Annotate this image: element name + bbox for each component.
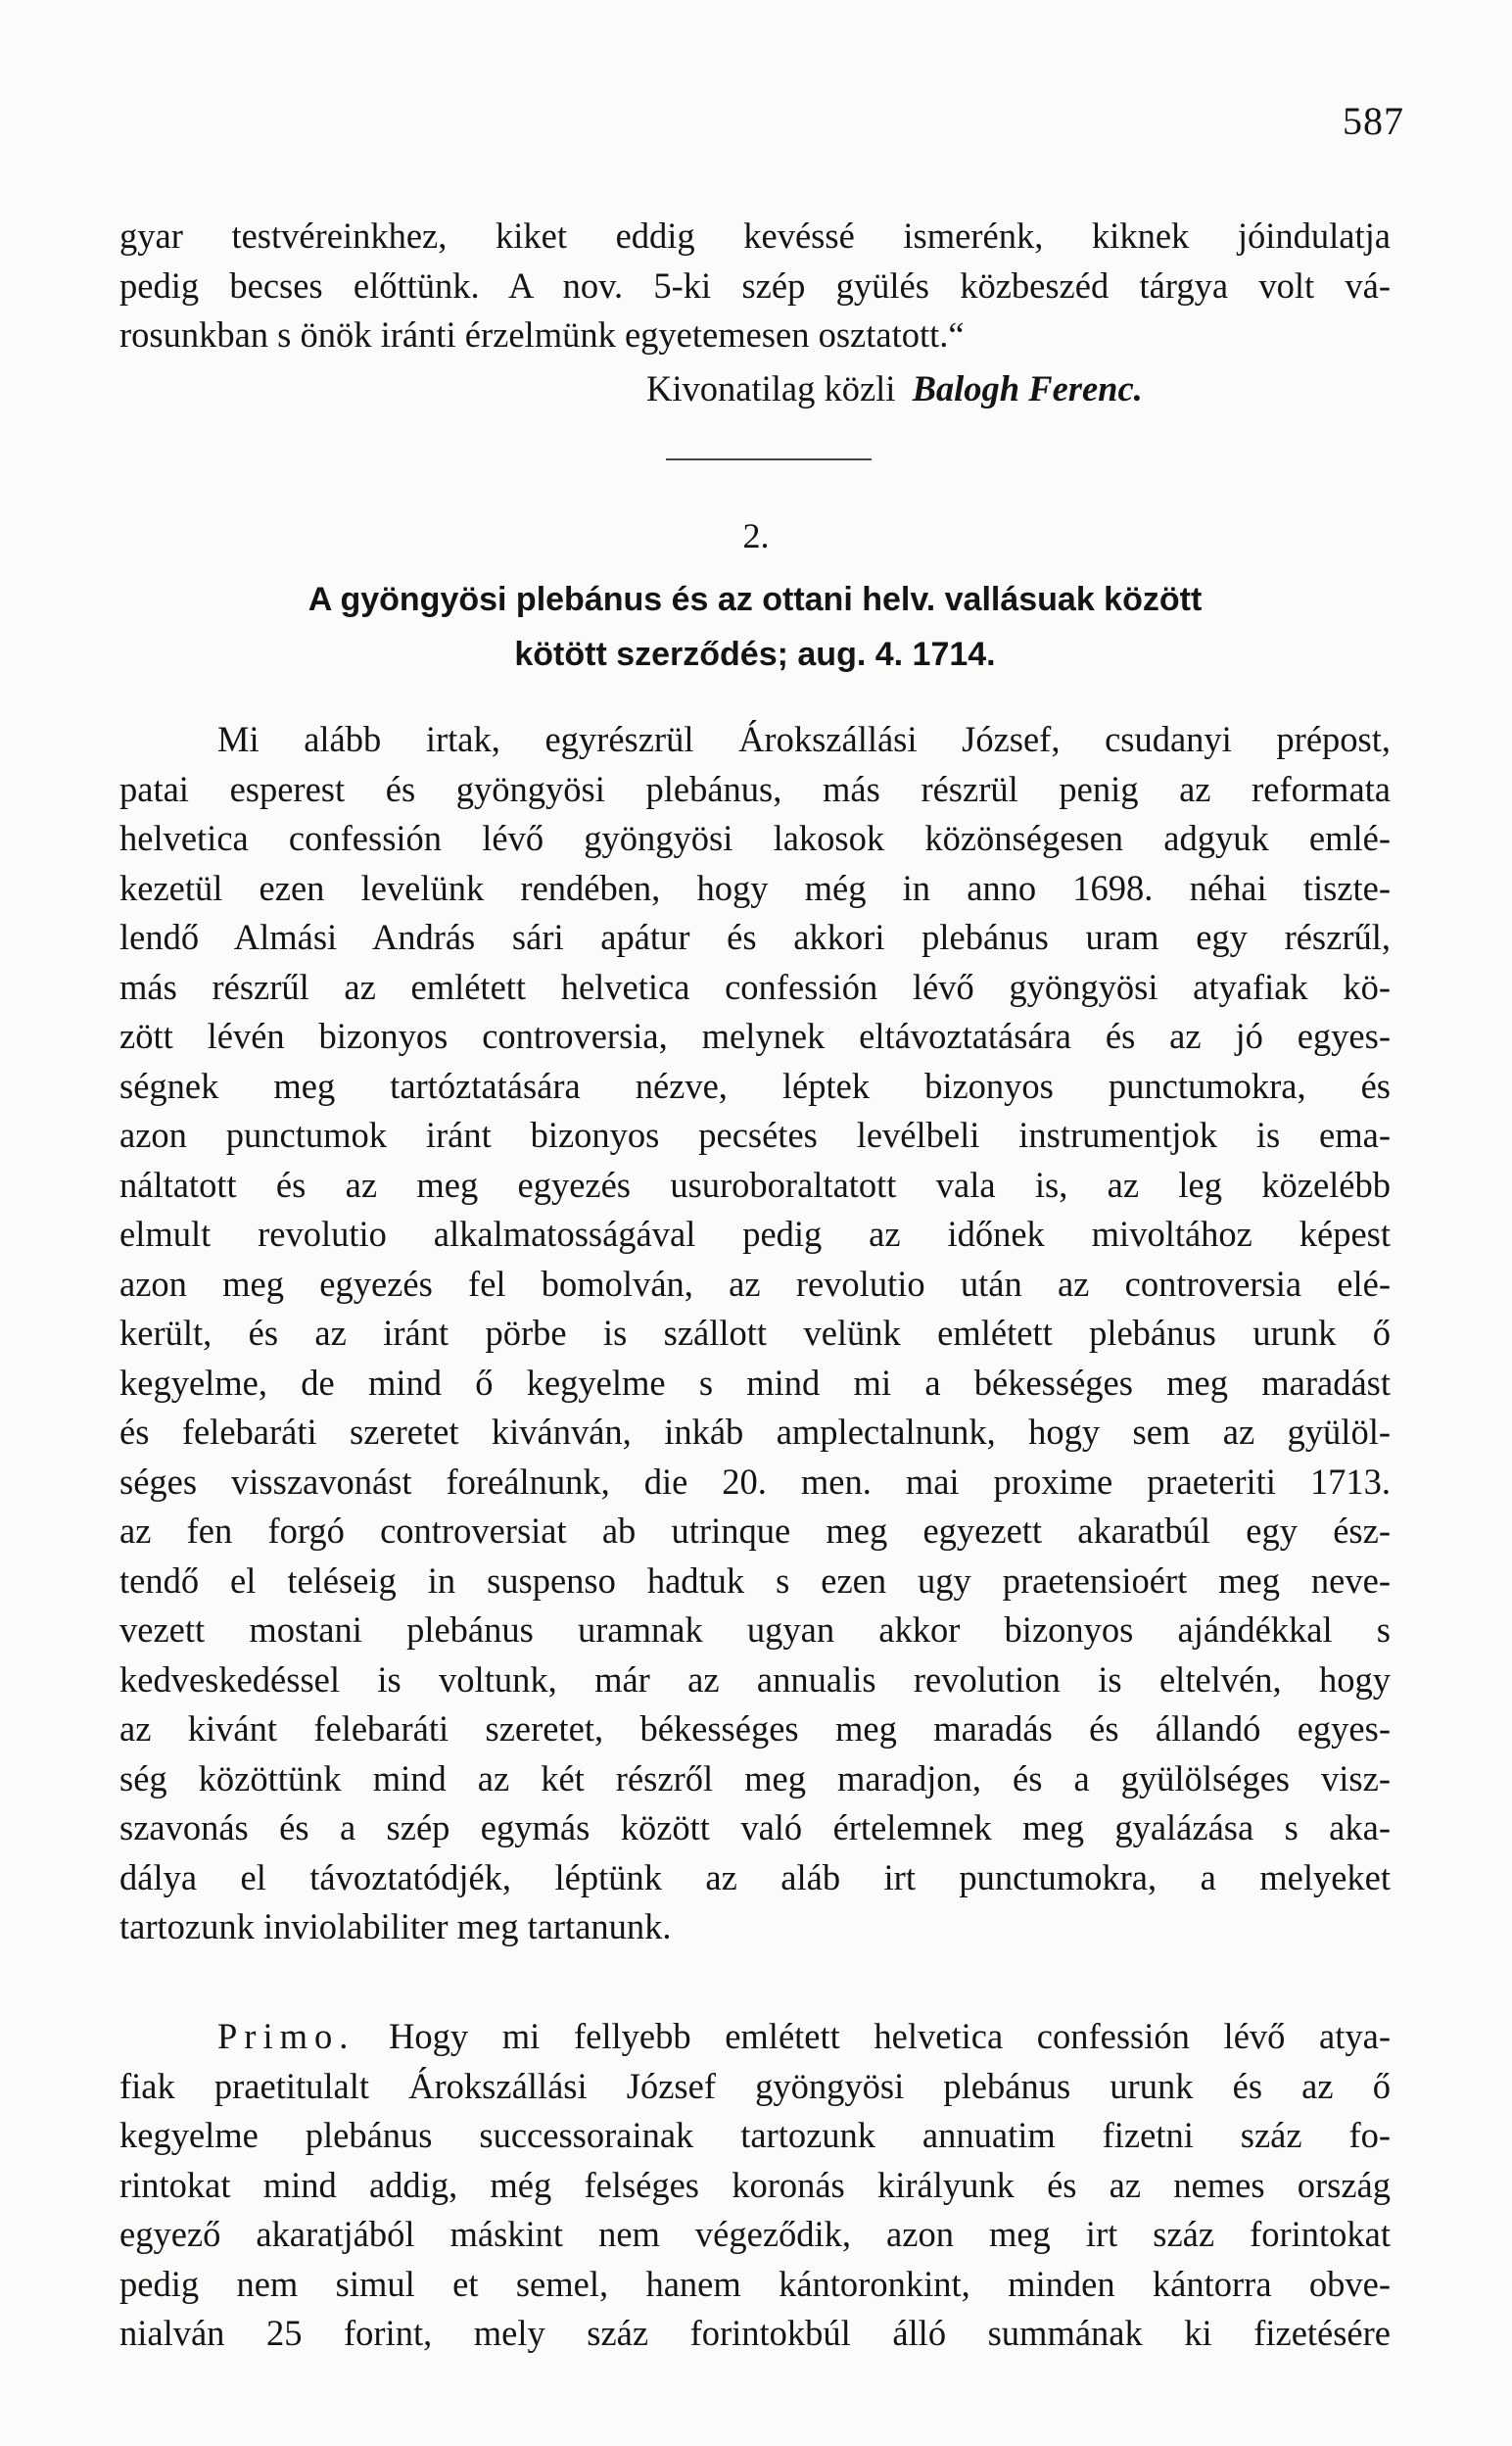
text-line: vezett mostani plebánus uramnak ugyan akkor bizonyos ajándékkal s bbox=[119, 1609, 1391, 1650]
text-line: és felebaráti szeretet kivánván, inkáb amplectalnunk, hogy sem az gyülöl- bbox=[119, 1412, 1391, 1452]
text-line: kedveskedéssel is voltunk, már az annualis revolution is eltelvén, hogy bbox=[119, 1658, 1391, 1700]
text-line: egyező akaratjából máskint nem végeződik, azon meg irt száz forintokat bbox=[119, 2214, 1391, 2254]
text-line: kegyelme plebánus successorainak tartozunk annuatim fizetni száz fo- bbox=[119, 2115, 1391, 2155]
text-line: zött lévén bizonyos controversia, melynek eltávoztatására és az jó egyes- bbox=[119, 1016, 1391, 1056]
text-line: ségnek meg tartóztatására nézve, léptek bizonyos punctumokra, és bbox=[119, 1065, 1391, 1106]
text-line: pedig becses előttünk. A nov. 5-ki szép gyülés közbeszéd tárgya volt vá- bbox=[119, 264, 1391, 306]
text-line: pedig nem simul et semel, hanem kántoronkint, minden kántorra obve- bbox=[119, 2263, 1391, 2304]
text-line: azon meg egyezés fel bomolván, az revolutio után az controversia elé- bbox=[119, 1263, 1391, 1304]
text-line: náltatott és az meg egyezés usuroboraltatott vala is, az leg közelébb bbox=[119, 1164, 1391, 1205]
body-paragraph bbox=[119, 715, 1391, 1952]
text-line: nialván 25 forint, mely száz forintokbúl álló summának ki fizetésére bbox=[119, 2313, 1391, 2353]
primo-paragraph bbox=[119, 2012, 1391, 2359]
signature bbox=[646, 367, 1143, 409]
section-number: 2. bbox=[742, 516, 770, 555]
text-line: patai esperest és gyöngyösi plebánus, más részrül penig az reformata bbox=[119, 768, 1391, 809]
text-line: az fen forgó controversiat ab utrinque meg egyezett akaratbúl egy ész- bbox=[119, 1511, 1391, 1551]
text-line: kezetül ezen levelünk rendében, hogy még in anno 1698. néhai tiszte- bbox=[119, 867, 1391, 908]
text-line: kegyelme, de mind ő kegyelme s mind mi a békességes meg maradást bbox=[119, 1362, 1391, 1403]
text-line bbox=[119, 2012, 1391, 2062]
text-line: rintokat mind addig, még felséges koronás királyunk és az nemes ország bbox=[119, 2164, 1391, 2205]
primo-first-line: Hogy mi fellyebb emlétett helvetica confessión lévő atya- bbox=[389, 2016, 1391, 2056]
text-line: az kivánt felebaráti szeretet, békességes meg maradás és állandó egyes- bbox=[119, 1708, 1391, 1749]
text-line: fiak praetitulalt Árokszállási József gyöngyösi plebánus urunk és az ő bbox=[119, 2065, 1391, 2106]
text-line: lendő Almási András sári apátur és akkori plebánus uram egy részrűl, bbox=[119, 917, 1391, 957]
section-heading-line-2: kötött szerződés; aug. 4. 1714. bbox=[514, 636, 996, 673]
text-line: séges visszavonást foreálnunk, die 20. men. mai proxime praeteriti 1713. bbox=[119, 1461, 1391, 1502]
section-heading-line-1: A gyöngyösi plebánus és az ottani helv. vallásuak között bbox=[307, 581, 1203, 618]
text-line: tartozunk inviolabiliter meg tartanunk. bbox=[119, 1906, 672, 1946]
text-line: gyar testvéreinkhez, kiket eddig kevéssé ismerénk, kiknek jóindulatja bbox=[119, 216, 1391, 256]
text-line: ség közöttünk mind az két részről meg maradjon, és a gyülölséges visz- bbox=[119, 1757, 1391, 1799]
signature-author: Balogh Ferenc. bbox=[912, 368, 1143, 408]
section-divider bbox=[666, 458, 872, 460]
text-line: dálya el távoztatódjék, léptünk az aláb irt punctumokra, a melyeket bbox=[119, 1856, 1391, 1897]
primo-word: Primo. bbox=[217, 2016, 355, 2056]
text-line: más részrűl az emlétett helvetica confessión lévő gyöngyösi atyafiak kö- bbox=[119, 966, 1391, 1007]
text-line: helvetica confessión lévő gyöngyösi lakosok közönségesen adgyuk emlé- bbox=[119, 818, 1391, 858]
text-line: Mi alább irtak, egyrészrül Árokszállási József, csudanyi prépost, bbox=[217, 719, 1391, 759]
text-line: azon punctumok iránt bizonyos pecsétes levélbeli instrumentjok is ema- bbox=[119, 1115, 1391, 1155]
text-line: szavonás és a szép egymás között való értelemnek meg gyalázása s aka- bbox=[119, 1807, 1391, 1847]
signature-prefix: Kivonatilag közli bbox=[646, 368, 896, 408]
intro-paragraph bbox=[119, 212, 1391, 360]
text-line: elmult revolutio alkalmatosságával pedig az időnek mivoltához képest bbox=[119, 1214, 1391, 1254]
text-line: tendő el teléseig in suspenso hadtuk s ezen ugy praetensioért meg neve- bbox=[119, 1559, 1391, 1601]
text-line: rosunkban s önök iránti érzelmünk egyetemesen osztatott.“ bbox=[119, 314, 965, 355]
text-line: került, és az iránt pörbe is szállott velünk emlétett plebánus urunk ő bbox=[119, 1313, 1391, 1353]
page-number: 587 bbox=[1343, 99, 1404, 143]
